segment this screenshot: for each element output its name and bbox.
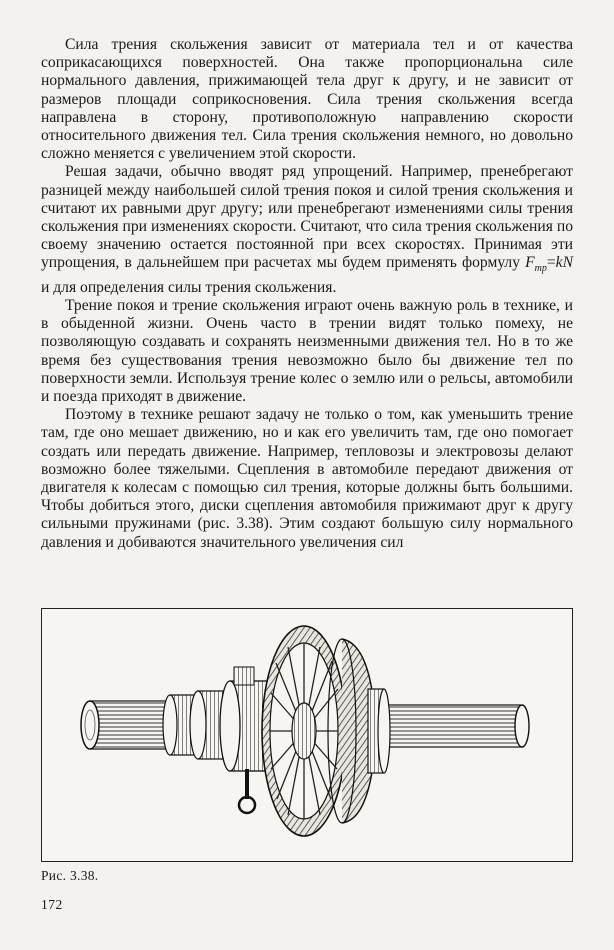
coupling-collars: [163, 691, 228, 759]
paragraph-simplifications-tail: и для определения силы трения скольжения.: [41, 278, 337, 296]
paragraph-simplifications-text: Решая задачи, обычно вводят ряд упрощений. Например, пренебрегают разницей между наибольшей силой трения покоя и силой трения скольжения и считают их равными друг другу; или пренебрегают изменениями силы трения скольжения при изменениях скорости. Считают, что сила трения скольжения по своему значению остается постоянной при всех скоростях. Принимая эти упрощения, в дальнейшем при расчетах мы будем применять формулу: [41, 163, 573, 272]
formula-subscript: тр: [534, 263, 547, 275]
body-text: [41, 36, 573, 552]
paragraph-technology: Поэтому в технике решают задачу не только о том, как уменьшить трение там, где оно мешает движению, но и как его увеличить там, где оно помогает создать или передать движение. Например, тепловозы и электровозы делают возможно более тяжелыми. Сцепления в автомобиле передают движения от двигателя к колесам с помощью сил трения, которые должны быть большими. Чтобы добиться этого, диски сцепления автомобиля прижимают друг к другу сильными пружинами (рис. 3.38). Этим создают большую силу нормального давления и добиваются значительного увеличения сил: [41, 406, 573, 551]
friction-formula: [525, 254, 573, 275]
clutch-illustration: [42, 609, 574, 863]
formula-rhs: kN: [555, 254, 573, 272]
paragraph-simplifications: [41, 163, 573, 297]
formula-symbol: F: [525, 254, 535, 272]
paragraph-friction-properties: Сила трения скольжения зависит от материала тел и от качества соприкасающихся поверхностей. Она также пропорциональна силе нормального давления, прижимающей тела друг к другу, и не зависит от размеров площади соприкосновения. Сила трения скольжения всегда направлена в сторону, противоположную направлению скорости относительного движения тел. Сила трения скольжения немного, но довольно сложно меняется с увеличением этой скорости.: [41, 36, 573, 163]
page-number: 172: [41, 897, 63, 912]
figure-clutch: [41, 608, 573, 862]
figure-caption: Рис. 3.38.: [41, 868, 99, 883]
paragraph-importance: Трение покоя и трение скольжения играют очень важную роль в технике, и в обыденной жизни. Очень часто в трении видят только помеху, не позволяющую создавать и сохранять неизменными движения тел. Но в то же время без существования трения невозможно было бы движение тел по поверхности земли. Используя трение колес о землю или о рельсы, автомобили и поезда приходят в движение.: [41, 296, 573, 405]
formula-equals: =: [546, 254, 556, 272]
